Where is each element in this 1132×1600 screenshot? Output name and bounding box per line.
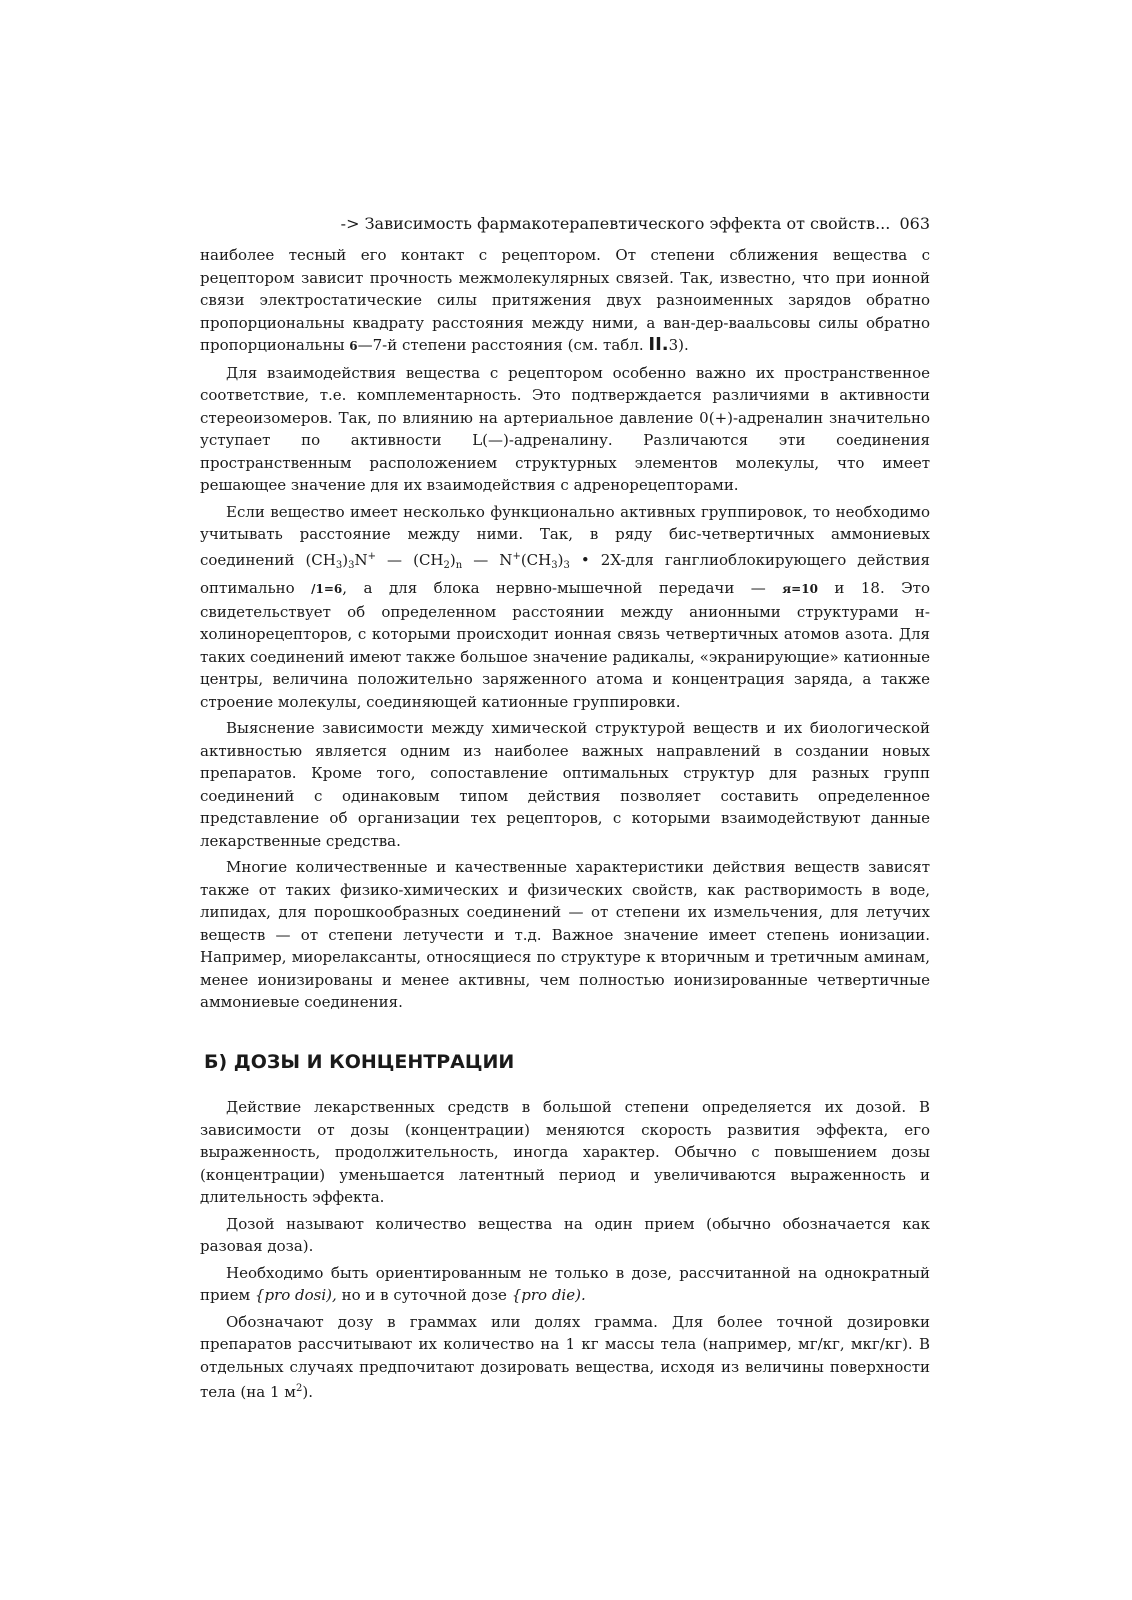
superscript: + bbox=[367, 550, 376, 562]
superscript: 2 bbox=[295, 1383, 303, 1394]
paragraph bbox=[200, 1262, 930, 1307]
text-run: —7-й степени расстояния (см. табл. bbox=[357, 336, 649, 354]
text-run: — N bbox=[462, 550, 513, 569]
running-title: -> Зависимость фармакотерапевтического эффекта от свойств... bbox=[340, 214, 891, 233]
subscript: 3 bbox=[551, 559, 558, 571]
text-run: ) bbox=[449, 550, 456, 569]
paragraph bbox=[200, 1311, 930, 1404]
text-run: 3). bbox=[668, 336, 689, 354]
text-run: {pro dosi), bbox=[254, 1286, 337, 1304]
section-heading: Б) ДОЗЫ И КОНЦЕНТРАЦИИ bbox=[204, 1051, 515, 1073]
superscript: + bbox=[512, 550, 521, 562]
subscript: 3 bbox=[563, 559, 570, 571]
text-run: (CH bbox=[520, 550, 552, 569]
section-a-text bbox=[200, 244, 930, 1018]
text-run: я=10 bbox=[782, 582, 818, 596]
paragraph: Для взаимодействия вещества с рецептором особенно важно их пространственное соответствие, т.е. комплементарность. Это подтверждается различиями в активности стереоизомеров. Так, по влиянию на артериальное давление 0(+)-адреналин значительно уступает по активности L(—)-адреналину. Различаются эти соединения пространственным расположением структурных элементов молекулы, что имеет решающее значение для их взаимодействия с адренорецепторами. bbox=[200, 363, 930, 494]
text-run: и 18. Это свидетельствует об определенном расстоянии между анионными структурами н-холинорецепторов, с которыми происходит ионная связь четвертичных атомов азота. Для таких соединений имеют также большое значение радикалы, «экранирующие» катионные центры, величина положительно заряженного атома и концентрация заряда, а также строение молекулы, соединяющей катионные группировки. bbox=[200, 579, 931, 711]
text-run: ). bbox=[302, 1383, 313, 1401]
text-run: наиболее тесный его контакт с рецептором. От степени сближения вещества с рецептором зависит прочность межмолекулярных связей. Так, известно, что при ионной связи электростатические силы притяжения двух разноименных зарядов обратно пропорциональны квадрату расстояния между ними, а ван-дер-ваальсовы силы обратно пропорциональны bbox=[200, 246, 930, 354]
text-run: • 2X-для ганглиоблокирующего действия оптимально bbox=[200, 550, 930, 597]
text-run: ) bbox=[342, 550, 349, 569]
page-number: 063 bbox=[899, 214, 930, 233]
text-run: /1=6 bbox=[311, 582, 343, 596]
text-run: ) bbox=[557, 550, 564, 569]
text-run: но и в суточной дозе bbox=[336, 1286, 512, 1304]
paragraph: Многие количественные и качественные характеристики действия веществ зависят также от таких физико-химических и физических свойств, как растворимость в воде, липидах, для порошкообразных соединений — от степени их измельчения, для летучих веществ — от степени летучести и т.д. Важное значение имеет степень ионизации. Например, миорелаксанты, относящиеся по структуре к вторичным и третичным аминам, менее ионизированы и менее активны, чем полностью ионизированные четвертичные аммониевые соединения. bbox=[200, 858, 930, 1011]
paragraph: Выяснение зависимости между химической структурой веществ и их биологической активностью является одним из наиболее важных направлений в создании новых препаратов. Кроме того, сопоставление оптимальных структур для разных групп соединений с одинаковым типом действия позволяет составить определенное представление об организации тех рецепторов, с которыми взаимодействуют данные лекарственные средства. bbox=[200, 719, 930, 850]
paragraph: Действие лекарственных средств в большой степени определяется их дозой. В зависимости от дозы (концентрации) меняются скорость развития эффекта, его выраженность, продолжительность, иногда характер. Обычно с повышением дозы (концентрации) уменьшается латентный период и увеличиваются выраженность и длительность эффекта. bbox=[200, 1098, 930, 1206]
text-run: Обозначают дозу в граммах или долях грамма. Для более точной дозировки препаратов рассчитывают их количество на 1 кг массы тела (например, мг/кг, мкг/кг). В отдельных случаях предпочитают дозировать вещества, исходя из величины поверхности тела (на 1 м bbox=[200, 1312, 930, 1401]
subscript: 3 bbox=[348, 559, 355, 571]
text-run: 6 bbox=[349, 339, 358, 353]
section-b-text bbox=[200, 1096, 930, 1408]
text-run: N bbox=[354, 550, 368, 569]
text-run: II. bbox=[648, 334, 669, 355]
paragraph bbox=[200, 244, 930, 358]
text-run: — (CH bbox=[376, 550, 444, 569]
text-run: {pro die). bbox=[511, 1286, 586, 1304]
subscript: n bbox=[455, 559, 463, 571]
text-run: , а для блока нервно-мышечной передачи — bbox=[342, 579, 783, 597]
text-run: Если вещество имеет несколько функционально активных группировок, то необходимо учитывать расстояние между ними. Так, в ряду бис-четвертичных аммониевых соединений (CH bbox=[200, 502, 930, 569]
subscript: 3 bbox=[335, 559, 343, 571]
running-header bbox=[200, 214, 930, 234]
subscript: 2 bbox=[443, 559, 450, 571]
paragraph bbox=[200, 501, 930, 714]
paragraph: Дозой называют количество вещества на один прием (обычно обозначается как разовая доза). bbox=[200, 1214, 930, 1255]
text-run: Необходимо быть ориентированным не только в дозе, рассчитанной на однократный прием bbox=[200, 1263, 930, 1304]
